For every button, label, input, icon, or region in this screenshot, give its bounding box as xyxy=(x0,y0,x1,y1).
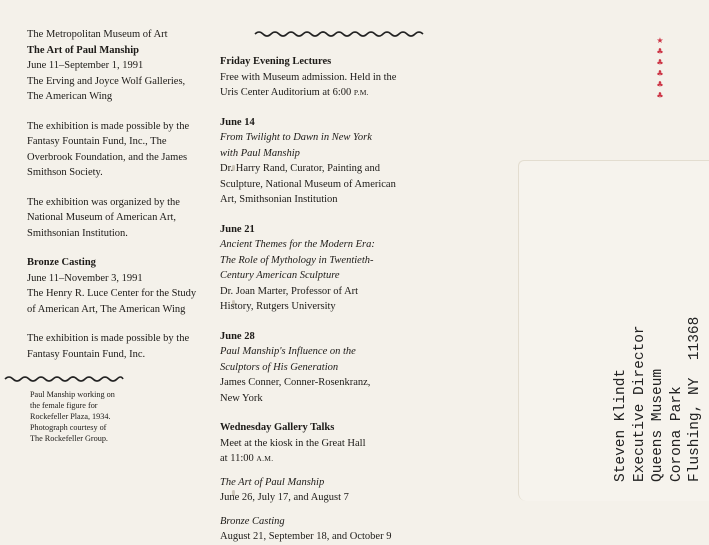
talk-title: Bronze Casting xyxy=(220,515,285,527)
text-line: of American Art, The American Wing xyxy=(27,303,186,315)
exhibition-title: The Art of Paul Manship xyxy=(27,44,140,56)
caption-line: Rockefeller Plaza, 1934. xyxy=(30,412,111,421)
talks-time: at 11:00 A.M. xyxy=(220,453,274,464)
talk-dates: June 26, July 17, and August 7 xyxy=(220,492,349,503)
organizer-paragraph xyxy=(27,195,217,242)
text-line: Overbrook Foundation, and the James xyxy=(27,151,188,163)
lecture-date: June 14 xyxy=(220,116,255,128)
caption-wavy-rule xyxy=(5,375,123,383)
lecture-speaker: James Conner, Conner-Rosenkranz, xyxy=(220,377,371,388)
events-schedule xyxy=(220,54,440,545)
text-line: The exhibition is made possible by the xyxy=(27,120,190,132)
talks-heading: Wednesday Gallery Talks xyxy=(220,422,335,433)
lecture-title: Paul Manship's Influence on the xyxy=(220,346,356,357)
address-line: Queens Museum xyxy=(650,368,666,482)
postage-mark-icon: ★ ♣ ♣ ♣ ♣ ♣ xyxy=(656,36,664,100)
lectures-intro xyxy=(220,54,440,101)
lecture-title: From Twilight to Dawn in New York xyxy=(220,132,372,143)
top-wavy-rule xyxy=(255,30,425,38)
address-line: Corona Park xyxy=(668,386,685,482)
sponsor-paragraph xyxy=(27,119,217,181)
text-line: The exhibition is made possible by the xyxy=(27,333,190,344)
talks-info: Meet at the kiosk in the Great Hall xyxy=(220,437,366,449)
lecture-june-28 xyxy=(220,329,440,407)
lecture-title: Century American Sculpture xyxy=(220,270,340,281)
mailing-address xyxy=(612,317,705,482)
address-line: Flushing, NY 11368 xyxy=(687,316,703,482)
lecture-title: with Paul Manship xyxy=(220,147,300,159)
lectures-heading: Friday Evening Lectures xyxy=(220,56,332,67)
talk-manship xyxy=(220,475,440,506)
exhibition-venue-line1: The Erving and Joyce Wolf Galleries, xyxy=(27,75,186,87)
bronze-casting-section xyxy=(27,255,217,317)
talk-dates: August 21, September 18, and October 9 xyxy=(220,531,392,542)
text-line: Fantasy Fountain Fund, Inc., The xyxy=(27,136,167,147)
bronze-dates: June 11–November 3, 1991 xyxy=(27,272,143,284)
caption-line: the female figure for xyxy=(30,401,98,410)
text-line: Fantasy Fountain Fund, Inc. xyxy=(27,348,146,360)
text-line: The Henry R. Luce Center for the Study xyxy=(27,288,197,299)
text-line: Uris Center Auditorium at 6:00 P.M. xyxy=(220,87,369,98)
museum-name: The Metropolitan Museum of Art xyxy=(27,29,168,40)
photo-caption xyxy=(30,389,170,444)
address-line: Steven Klindt xyxy=(613,368,629,482)
text-line: National Museum of American Art, xyxy=(27,212,177,223)
text-line: Free with Museum admission. Held in the xyxy=(220,71,397,83)
gallery-talks-intro xyxy=(220,420,440,467)
text-line: The exhibition was organized by the xyxy=(27,196,180,208)
lecture-speaker: Dr. Harry Rand, Curator, Painting and xyxy=(220,163,380,174)
caption-line: The Rockefeller Group. xyxy=(30,434,108,443)
exhibition-venue-line2: The American Wing xyxy=(27,91,113,102)
lecture-title: Sculptors of His Generation xyxy=(220,361,339,373)
exhibition-dates: June 11–September 1, 1991 xyxy=(27,60,144,71)
talk-title: The Art of Paul Manship xyxy=(220,476,325,488)
lecture-date: June 28 xyxy=(220,330,255,342)
caption-line: Photograph courtesy of xyxy=(30,423,107,432)
lecture-speaker: Dr. Joan Marter, Professor of Art xyxy=(220,285,359,297)
exhibition-info xyxy=(27,27,217,362)
lecture-date: June 21 xyxy=(220,223,255,235)
lecture-speaker: New York xyxy=(220,392,263,404)
lecture-speaker: Sculpture, National Museum of American xyxy=(220,178,396,190)
lecture-title: Ancient Themes for the Modern Era: xyxy=(220,239,375,250)
lecture-speaker: History, Rutgers University xyxy=(220,301,336,312)
address-line: Executive Director xyxy=(631,325,648,482)
talk-bronze xyxy=(220,514,440,545)
lecture-june-14 xyxy=(220,115,440,208)
bronze-title: Bronze Casting xyxy=(27,257,96,268)
text-line: Smithson Society. xyxy=(27,167,103,178)
lecture-speaker: Art, Smithsonian Institution xyxy=(220,194,338,205)
text-line: Smithsonian Institution. xyxy=(27,227,128,239)
lecture-june-21 xyxy=(220,222,440,315)
lecture-title: The Role of Mythology in Twentieth- xyxy=(220,254,374,266)
bronze-sponsor-paragraph xyxy=(27,331,217,362)
caption-line: Paul Manship working on xyxy=(30,390,115,399)
